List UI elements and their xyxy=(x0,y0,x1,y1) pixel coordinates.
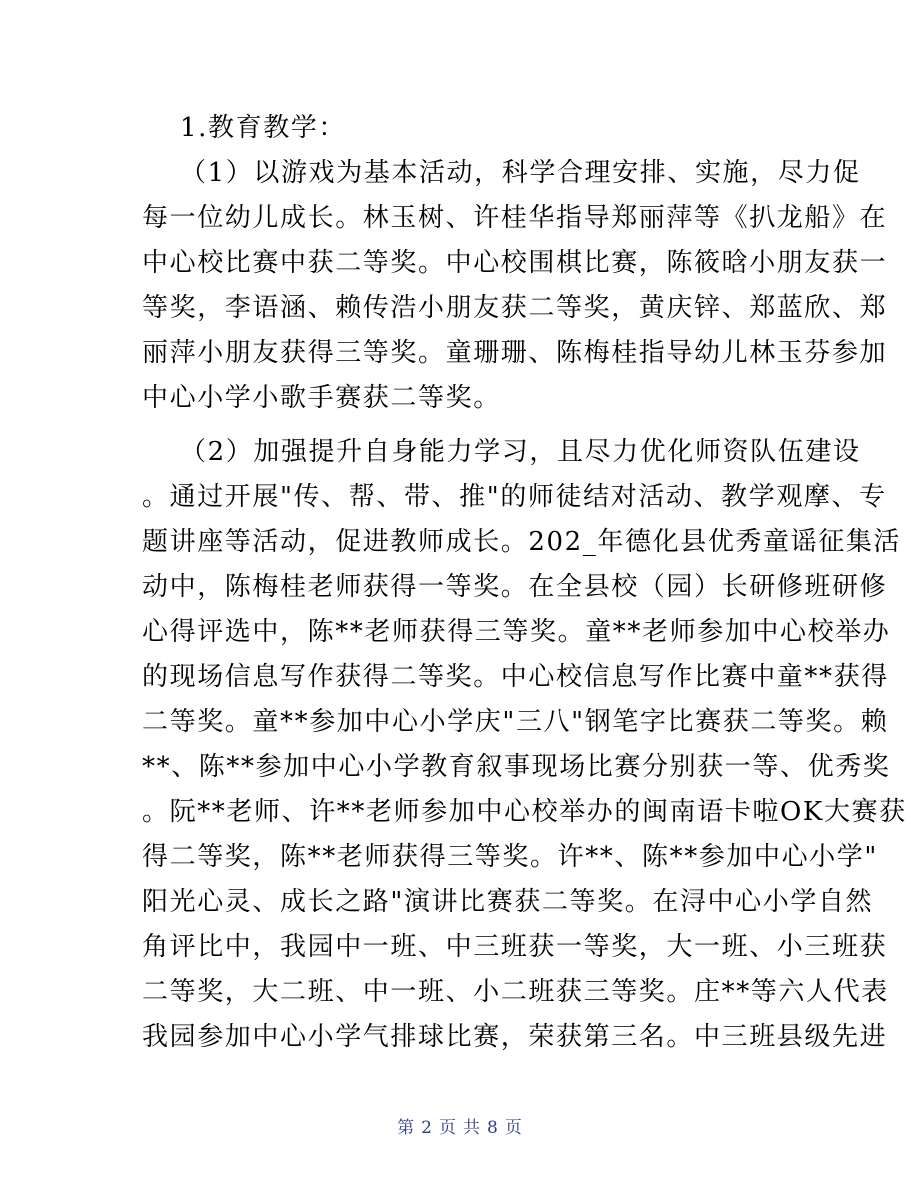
footer-total-pages: 8 xyxy=(487,1118,499,1138)
footer-total-prefix: 共 xyxy=(463,1118,481,1138)
page-footer xyxy=(0,1113,920,1138)
paragraph-line: 阳光心灵、成长之路"演讲比赛获二等奖。在浔中心小学自然 xyxy=(142,887,874,917)
paragraph-line: 心得评选中，陈**老师获得三等奖。童**老师参加中心校举办 xyxy=(142,617,891,647)
paragraph-line: 的现场信息写作获得二等奖。中心校信息写作比赛中童**获得 xyxy=(142,662,889,692)
paragraph-line: 题讲座等活动，促进教师成长。202_年德化县优秀童谣征集活 xyxy=(142,527,902,557)
paragraph-line: **、陈**参加中心小学教育叙事现场比赛分别获一等、优秀奖 xyxy=(142,752,891,782)
paragraph-line: 我园参加中心小学气排球比赛，荣获第三名。中三班县级先进 xyxy=(142,1022,888,1052)
paragraph-line: 二等奖，大二班、中一班、小二班获三等奖。庄**等六人代表 xyxy=(142,977,889,1007)
paragraph-line: 角评比中，我园中一班、中三班获一等奖，大一班、小三班获 xyxy=(142,932,888,962)
footer-current-page: 2 xyxy=(421,1118,433,1138)
paragraph-line: 。通过开展"传、帮、带、推"的师徒结对活动、教学观摩、专 xyxy=(142,482,887,512)
footer-prefix: 第 xyxy=(397,1118,416,1138)
footer-page-word: 页 xyxy=(439,1118,457,1138)
paragraph-line: 丽萍小朋友获得三等奖。童珊珊、陈梅桂指导幼儿林玉芬参加 xyxy=(142,338,888,368)
paragraph-line: 得二等奖，陈**老师获得三等奖。许**、陈**参加中心小学" xyxy=(142,842,878,872)
section-heading: 1.教育教学： xyxy=(180,113,347,143)
footer-suffix: 页 xyxy=(504,1118,523,1138)
paragraph-line: 二等奖。童**参加中心小学庆"三八"钢笔字比赛获二等奖。赖 xyxy=(142,707,889,737)
paragraph-line: 动中，陈梅桂老师获得一等奖。在全县校（园）长研修班研修 xyxy=(142,572,888,602)
paragraph-line: 中心校比赛中获二等奖。中心校围棋比赛，陈筱晗小朋友获一 xyxy=(142,248,888,278)
paragraph-line: （2）加强提升自身能力学习，且尽力优化师资队伍建设 xyxy=(180,437,861,467)
paragraph-line: （1）以游戏为基本活动，科学合理安排、实施，尽力促 xyxy=(180,158,861,188)
paragraph-line: 每一位幼儿成长。林玉树、许桂华指导郑丽萍等《扒龙船》在 xyxy=(142,203,888,233)
paragraph-line: 中心小学小歌手赛获二等奖。 xyxy=(142,383,501,413)
paragraph-line: 等奖，李语涵、赖传浩小朋友获二等奖，黄庆锌、郑蓝欣、郑 xyxy=(142,293,888,323)
paragraph-line: 。阮**老师、许**老师参加中心校举办的闽南语卡啦OK大赛获 xyxy=(142,797,907,827)
